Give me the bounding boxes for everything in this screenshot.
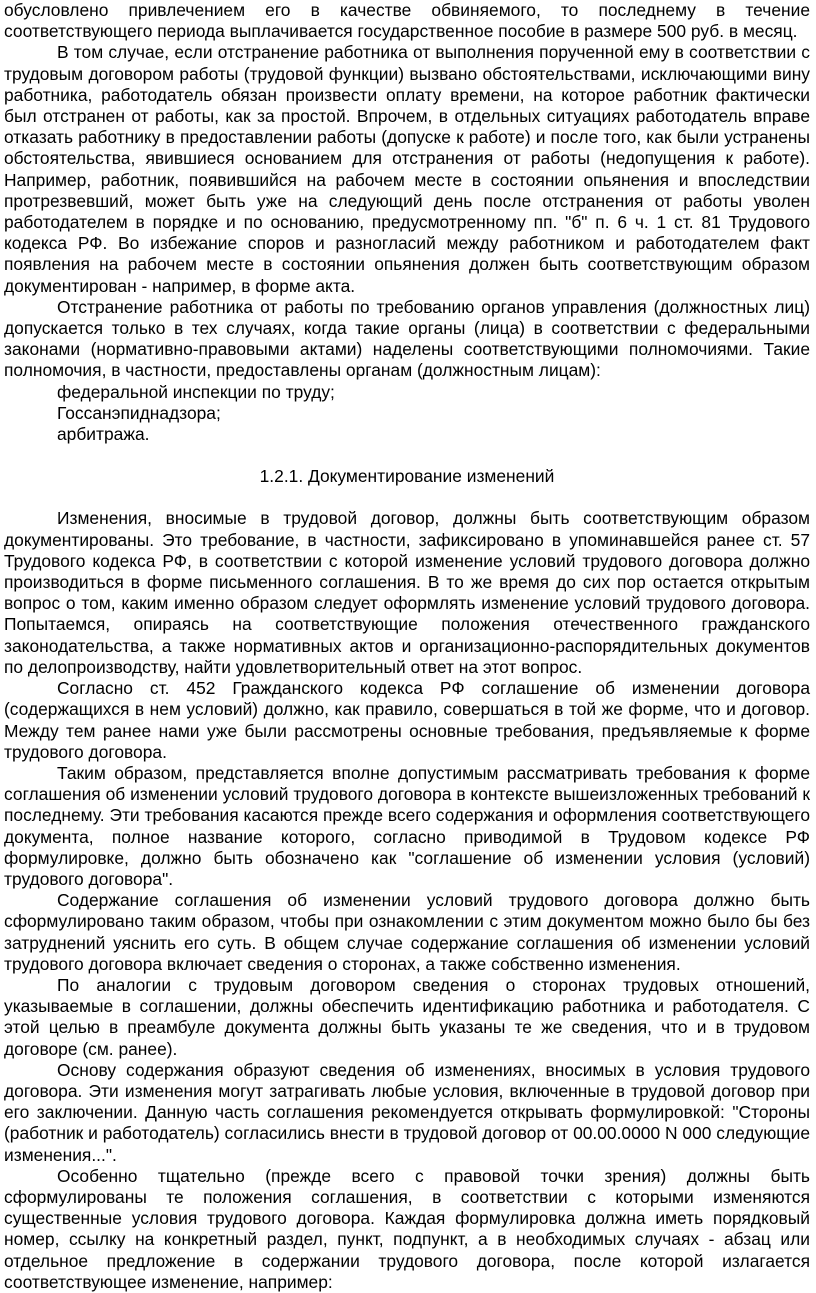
paragraph-documenting-changes: Изменения, вносимые в трудовой договор, должны быть соответствующим образом документированы. Это требование, в частности, зафиксировано в упоминавшейся ранее ст. 57 Трудового кодекса РФ, в соответствии с которой изменение условий трудового договора должно производиться в форме письменного соглашения. В то же время до сих пор остается открытым вопрос о том, каким именно образом следует оформлять изменение условий трудового договора. Попытаемся, опираясь на соответствующие положения отечественного гражданского законодательства, а также нормативных актов и организационно-распорядительных документов по делопроизводству, найти удовлетворительный ответ на этот вопрос.	[4, 508, 810, 677]
paragraph-civil-code: Согласно ст. 452 Гражданского кодекса РФ соглашение об изменении договора (содержащихся в нем условий) должно, как правило, совершаться в той же форме, что и договор. Между тем ранее нами уже были рассмотрены основные требования, предъявляемые к форме трудового договора.	[4, 678, 810, 762]
paragraph-continuation: обусловлено привлечением его в качестве обвиняемого, то последнему в течение соответствующего периода выплачивается государственное пособие в размере 500 руб. в месяц.	[4, 0, 810, 42]
paragraph-suspension-payment: В том случае, если отстранение работника от выполнения порученной ему в соответствии с трудовым договором работы (трудовой функции) вызвано обстоятельствами, исключающими вину работника, работодатель обязан произвести оплату времени, на которое работник фактически был отстранен от работы, как за простой. Впрочем, в отдельных ситуациях работодатель вправе отказать работнику в предоставлении работы (допуске к работе) и после того, как были устранены обстоятельства, явившиеся основанием для отстранения от работы (недопущения к работе). Например, работник, появившийся на рабочем месте в состоянии опьянения и впоследствии протрезвевший, может быть уже на следующий день после отстранения от работы уволен работодателем в порядке и по основанию, предусмотренному пп. "б" п. 6 ч. 1 ст. 81 Трудового кодекса РФ. Во избежание споров и разногласий между работником и работодателем факт появления на рабочем месте в состоянии опьянения должен быть соответствующим образом документирован - например, в форме акта.	[4, 42, 810, 296]
document-page	[4, 0, 810, 1293]
paragraph-basis: Основу содержания образуют сведения об изменениях, вносимых в условия трудового договора. Эти изменения могут затрагивать любые условия, включенные в трудовой договор при его заключении. Данную часть соглашения рекомендуется открывать формулировкой: "Стороны (работник и работодатель) согласились внести в трудовой договор от 00.00.0000 N 000 следующие изменения...".	[4, 1059, 810, 1165]
paragraph-content: Содержание соглашения об изменении условий трудового договора должно быть сформулировано таким образом, чтобы при ознакомлении с этим документом можно было бы без затруднений уяснить его суть. В общем случае содержание соглашения об изменении условий трудового договора включает сведения о сторонах, а также собственно изменения.	[4, 890, 810, 974]
authorities-list	[4, 382, 810, 446]
section-heading: 1.2.1. Документирование изменений	[259, 466, 555, 487]
list-item: арбитража.	[57, 424, 150, 445]
paragraph-requirements: Таким образом, представляется вполне допустимым рассматривать требования к форме соглашения об изменении условий трудового договора в контексте вышеизложенных требований к последнему. Эти требования касаются прежде всего содержания и оформления соответствующего документа, полное название которого, согласно приводимой в Трудовом кодексе РФ формулировке, должно быть обозначено как "соглашение об изменении условия (условий) трудового договора".	[4, 762, 810, 889]
list-item: федеральной инспекции по труду;	[57, 381, 335, 402]
list-item: Госсанэпиднадзора;	[57, 402, 221, 423]
paragraph-formulations: Особенно тщательно (прежде всего с правовой точки зрения) должны быть сформулированы те положения соглашения, в соответствии с которыми изменяются существенные условия трудового договора. Каждая формулировка должна иметь порядковый номер, ссылку на конкретный раздел, пункт, подпункт, а в необходимых случаях - абзац или отдельное предложение в содержании трудового договора, после которой излагается соответствующее изменение, например:	[4, 1165, 810, 1292]
paragraph-authorities: Отстранение работника от работы по требованию органов управления (должностных лиц) допускается только в тех случаях, когда такие органы (лица) в соответствии с федеральными законами (нормативно-правовыми актами) наделены соответствующими полномочиями. Такие полномочия, в частности, предоставлены органам (должностным лицам):	[4, 296, 810, 381]
paragraph-parties: По аналогии с трудовым договором сведения о сторонах трудовых отношений, указываемые в соглашении, должны обеспечить идентификацию работника и работодателя. С этой целью в преамбуле документа должны быть указаны те же сведения, что и в трудовом договоре (см. ранее).	[4, 974, 810, 1059]
